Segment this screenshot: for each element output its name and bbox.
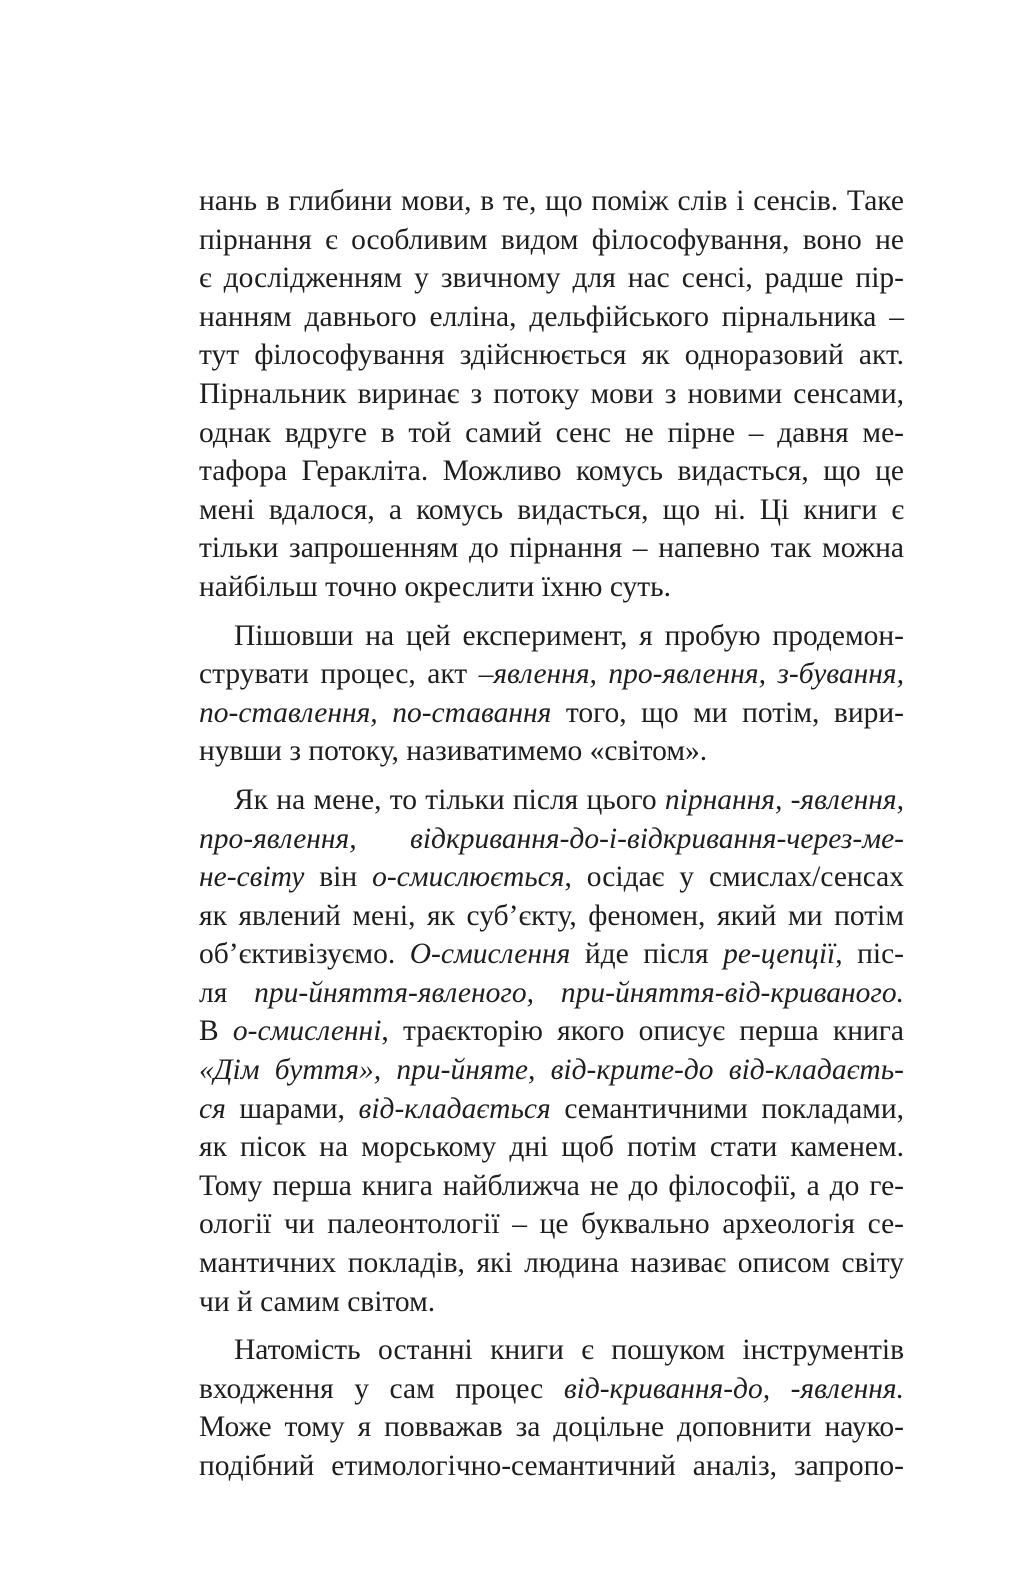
text-line (199, 1051, 904, 1090)
text-line (199, 182, 904, 221)
text-run: ля (199, 976, 255, 1009)
text-line (199, 1370, 904, 1409)
text-line (199, 858, 904, 897)
text-run: об’єктивізуємо. (199, 938, 410, 971)
text-run: входження у сам процес (199, 1372, 564, 1405)
text-line (199, 781, 904, 820)
text-run: пірнання є особливим видом філософування, воно не (199, 223, 904, 256)
text-line (199, 1447, 904, 1486)
text-run: тільки запрошенням до пірнання – напевно так можна (199, 532, 904, 565)
text-run: того, що ми потім, вири- (551, 696, 904, 729)
text-run: тут філософування здійснюється як одноразовий акт. (199, 339, 904, 372)
text-run: Пірнальник виринає з потоку мови з новими сенсами, (199, 377, 904, 410)
italic-text: при-йняття-явленого, при-йняття-від-криваного. (254, 976, 904, 1009)
text-line (199, 259, 904, 298)
text-line (199, 1012, 904, 1051)
italic-text: ре-цепції (723, 938, 836, 971)
text-run: чи й самим світом. (199, 1285, 436, 1318)
italic-text: пірнання, -явлення, (664, 783, 904, 816)
text-line (199, 1167, 904, 1206)
text-run: тафора Геракліта. Можливо комусь видасться, що це (199, 455, 904, 488)
italic-text: від-кривання-до, -явлення. (563, 1372, 904, 1405)
text-run: Натомість останні книги є пошуком інструментів (234, 1334, 904, 1367)
text-line (199, 452, 904, 491)
text-line (199, 655, 904, 694)
text-run: ології чи палеонтології – це буквально археологія се- (199, 1208, 904, 1241)
text-run: подібний етимологічно-семантичний аналіз, запропо- (199, 1450, 904, 1482)
text-line (199, 568, 904, 607)
italic-text: О-смислення (409, 938, 571, 971)
text-run: нань в глибини мови, в те, що поміж слів і сенсів. Таке (199, 185, 904, 217)
italic-text: о-смислюється (372, 861, 565, 894)
text-line (199, 1205, 904, 1244)
text-run: мантичних покладів, які людина називає описом світу (199, 1247, 904, 1280)
text-line (199, 897, 904, 936)
text-line (199, 820, 904, 859)
italic-text: –явлення, про-явлення, з-бування, (478, 658, 904, 691)
text-line (199, 1090, 904, 1129)
text-run: шарами, (225, 1092, 359, 1125)
italic-text: не-світу (199, 861, 305, 894)
text-run: , осідає у смислах/сенсах (564, 861, 904, 894)
text-run: , піс- (835, 938, 904, 971)
italic-text: о-смисленні (232, 1015, 382, 1048)
text-line (199, 1283, 904, 1322)
text-run: Пішовши на цей експеримент, я пробую продемон- (234, 619, 904, 652)
text-line (199, 298, 904, 337)
italic-text: ся (199, 1092, 226, 1125)
text-line (199, 529, 904, 568)
text-run: Може тому я повважав за доцільне доповнити науко- (199, 1411, 904, 1444)
text-line (199, 694, 904, 733)
text-run: семантичними покладами, (550, 1092, 905, 1125)
text-line (199, 617, 904, 656)
text-line (199, 491, 904, 530)
text-run: як пісок на морському дні щоб потім стати каменем. (199, 1131, 904, 1164)
text-run: нанням давнього елліна, дельфійського пірнальника – (199, 300, 904, 333)
text-line (199, 1128, 904, 1167)
text-run: нувши з потоку, називатимемо «світом». (199, 735, 708, 768)
text-run: мені вдалося, а комусь видасться, що ні. Ці книги є (199, 493, 904, 526)
italic-text: «Дім буття», при-йняте, від-крите-до від-кладаєть- (199, 1054, 904, 1087)
text-run: В (199, 1015, 233, 1048)
text-line (199, 974, 904, 1013)
text-run: струвати процес, акт (199, 658, 479, 691)
text-run: Як на мене, то тільки після цього (234, 783, 665, 816)
text-run: він (304, 861, 373, 894)
text-run: , траєкторію якого описує перша книга (381, 1015, 904, 1048)
text-line (199, 375, 904, 414)
text-run: є дослідженням у звичному для нас сенсі, радше пір- (199, 262, 904, 295)
text-run: однак вдруге в той самий сенс не пірне – давня ме- (199, 416, 904, 449)
page-text (199, 182, 904, 1486)
text-line (199, 732, 904, 771)
text-line (199, 336, 904, 375)
text-line (199, 414, 904, 453)
italic-text: про-явлення, відкривання-до-і-відкривання-через-ме- (199, 822, 904, 855)
italic-text: по-ставлення, по-ставання (199, 696, 552, 729)
text-run: найбільш точно окреслити їхню суть. (199, 570, 672, 603)
text-run: йде після (570, 938, 724, 971)
text-run: як явлений мені, як суб’єкту, феномен, який ми потім (199, 899, 904, 932)
text-run: Тому перша книга найближча не до філософії, а до ге- (199, 1169, 904, 1202)
text-line (199, 1408, 904, 1447)
text-line (199, 1331, 904, 1370)
italic-text: від-кладається (358, 1092, 551, 1125)
text-line (199, 221, 904, 260)
text-line (199, 1244, 904, 1283)
text-line (199, 935, 904, 974)
